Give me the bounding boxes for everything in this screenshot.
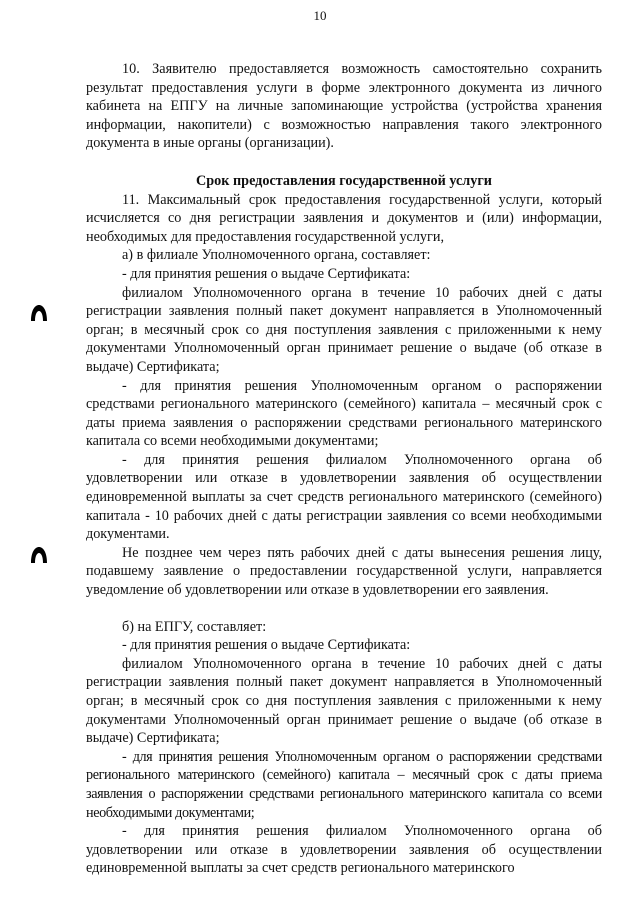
list-item: - для принятия решения о выдаче Сертификата: [122,265,411,282]
list-item: - для принятия решения Уполномоченным органом о распоряжении средствами регионального материнского (семейного) капитала – месячный срок с даты приема заявления о распоряжении средствами регионального материнского капитала со всеми необходимыми документами; [86,748,602,821]
list-item: - для принятия решения Уполномоченным органом о распоряжении средствами регионального материнского (семейного) капитала – месячный срок с даты приема заявления о распоряжении средствами регионального материнского капитала со всеми необходимыми документами; [86,377,602,450]
list-item: - для принятия решения о выдаче Сертификата: [122,637,411,654]
list-item: - для принятия решения филиалом Уполномоченного органа об удовлетворении или отказе в удовлетворении заявления об осуществлении единовременной выплаты за счет средств регионального материнского [86,823,602,877]
subsection-b: б) на ЕПГУ, составляет: [122,618,267,635]
page-number: 10 [313,8,327,23]
list-item: - для принятия решения филиалом Уполномоченного органа об удовлетворении или отказе в удовлетворении заявления об осуществлении единовременной выплаты за счет средств регионального материнского (семейного) капитала - 10 рабочих дней с даты регистрации заявления со всеми необходимыми документами. [86,451,602,543]
hole-punch-mark [30,304,48,322]
paragraph-11: 11. Максимальный срок предоставления государственной услуги, который исчисляется со дня регистрации заявления и документов и (или) информации, необходимых для предоставления государственной услуги, [86,191,602,245]
list-item: филиалом Уполномоченного органа в течение 10 рабочих дней с даты регистрации заявления полный пакет документ направляется в Уполномоченный орган; в месячный срок со дня поступления заявления с приложенными к нему документами Уполномоченный орган принимает решение о выдаче (об отказе в выдаче) Сертификата; [86,284,602,375]
section-heading: Срок предоставления государственной услуги [196,172,492,189]
notification-paragraph: Не позднее чем через пять рабочих дней с даты вынесения решения лицу, подавшему заявление о предоставлении государственной услуги, направляется уведомление об удовлетворении или отказе в удовлетворении его заявления. [86,544,602,599]
subsection-a: а) в филиале Уполномоченного органа, составляет: [122,247,431,264]
document-body [86,60,602,878]
hole-punch-mark [30,546,48,564]
list-item: филиалом Уполномоченного органа в течение 10 рабочих дней с даты регистрации заявления полный пакет документ направляется в Уполномоченный орган; в месячный срок со дня поступления заявления с приложенными к нему документами Уполномоченный орган принимает решение о выдаче (об отказе в выдаче) Сертификата; [86,655,602,747]
paragraph-10: 10. Заявителю предоставляется возможность самостоятельно сохранить результат предоставления услуги в форме электронного документа из личного кабинета на ЕПГУ на личные запоминающие устройства (устройства хранения информации, накопители) с возможностью направления такого электронного документа в иные органы (организации). [86,61,602,152]
